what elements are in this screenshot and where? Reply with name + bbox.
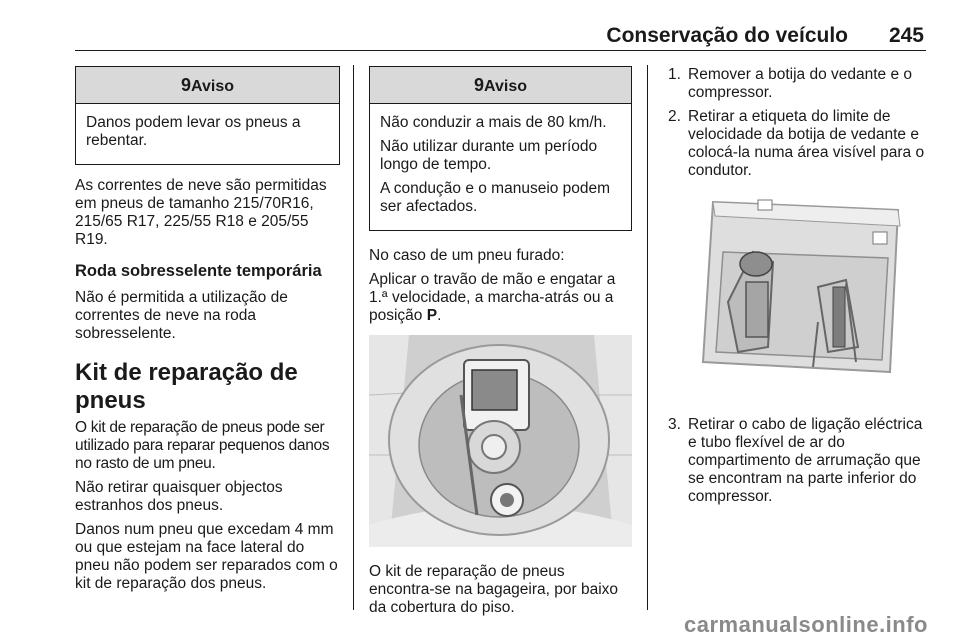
header-rule <box>75 50 926 51</box>
column-divider-1 <box>353 65 354 610</box>
step-list <box>668 66 925 180</box>
handbrake-text: Aplicar o travão de mão e engatar a 1.ª velocidade, a marcha-atrás ou a posição <box>369 271 616 324</box>
warning-title: Aviso <box>484 78 527 95</box>
trunk-kit-illustration <box>369 335 632 547</box>
warning-text: Não utilizar durante um período longo de tempo. <box>380 138 598 173</box>
warning-header <box>76 67 339 104</box>
paragraph-puncture: No caso de um pneu furado: <box>369 247 565 264</box>
warning-body <box>370 104 631 230</box>
warning-text: Danos podem levar os pneus a rebentar. <box>86 114 301 149</box>
gear-position-p: P <box>426 307 438 324</box>
column-3 <box>668 66 925 512</box>
warning-header <box>370 67 631 104</box>
warning-box <box>75 66 340 165</box>
subheading-spare-wheel: Roda sobresselente temporária <box>75 262 322 280</box>
column-2 <box>369 66 632 623</box>
paragraph-handbrake <box>369 271 632 325</box>
step-text: Retirar a etiqueta do limite de velocidade da botija de vedante e colocá-la numa área visível para o condutor. <box>688 108 925 179</box>
paragraph-spare-wheel: Não é permitida a utilização de correntes de neve na roda sobresselente. <box>75 289 288 342</box>
step-text: Retirar o cabo de ligação eléctrica e tubo flexível de ar do compartimento de arrumação que se encontram na parte inferior do compressor. <box>688 416 923 505</box>
step-text: Remover a botija do vedante e o compressor. <box>688 66 913 101</box>
list-item <box>668 416 925 506</box>
footer-watermark: carmanualsonline.info <box>684 612 928 637</box>
trunk-floor-illustration <box>369 335 632 547</box>
warning-body <box>76 104 339 164</box>
handbrake-text-end: . <box>437 307 442 324</box>
list-item <box>668 108 925 180</box>
page-header-title: Conservação do veículo <box>606 24 848 47</box>
step-number: 3. <box>668 416 681 433</box>
page-number: 245 <box>888 24 924 47</box>
section-heading-repair-kit: Kit de reparação de pneus <box>75 359 298 414</box>
warning-text: A condução e o manuseio podem ser afectados. <box>380 180 611 215</box>
paragraph-snow-chains: As correntes de neve são permitidas em pneus de tamanho 215/70R16, 215/65 R17, 225/55 R18 e 205/55 R19. <box>75 177 327 248</box>
step-list <box>668 416 925 506</box>
warning-title: Aviso <box>191 78 234 95</box>
step-number: 1. <box>668 66 681 83</box>
warning-icon: 9 <box>474 75 485 95</box>
compressor-illustration <box>668 192 925 402</box>
column-divider-2 <box>647 65 648 610</box>
warning-icon: 9 <box>181 75 192 95</box>
step-number: 2. <box>668 108 681 125</box>
compressor-kit-drawing <box>668 192 925 402</box>
warning-box <box>369 66 632 231</box>
paragraph-kit-location: O kit de reparação de pneus encontra-se na bagageira, por baixo da cobertura do piso. <box>369 563 619 616</box>
paragraph-kit-use: O kit de reparação de pneus pode ser utilizado para reparar pequenos danos no rasto de um pneu. <box>75 419 330 472</box>
column-1 <box>75 66 340 599</box>
paragraph-damage-limit: Danos num pneu que excedam 4 mm ou que estejam na face lateral do pneu não podem ser reparados com o kit de reparação dos pneus. <box>75 521 338 592</box>
warning-text: Não conduzir a mais de 80 km/h. <box>380 114 607 131</box>
paragraph-foreign-objects: Não retirar quaisquer objectos estranhos dos pneus. <box>75 479 283 514</box>
list-item <box>668 66 925 102</box>
